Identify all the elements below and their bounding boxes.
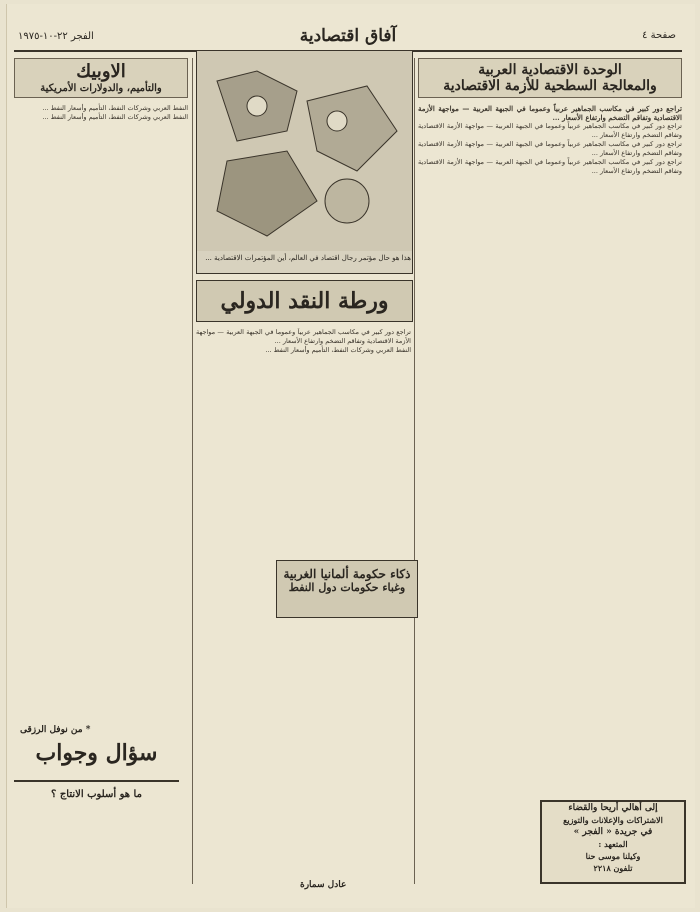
page-header [14,26,682,52]
article-headline-box: ذكاء حكومة ألمانيا الغربية وغباء حكومات دول النفط [276,560,418,618]
column-rule [192,58,193,884]
page-number: صفحة ٤ [642,30,676,41]
right-headline: الوحدة الاقتصادية العربية والمعالجة السطحية للأزمة الاقتصادية [418,58,682,98]
distribution-ad: إلى أهالي أريحا والقضاء الاشتراكات والإعلانات والتوزيع في جريدة « الفجر » المتعهد : وكيلنا موسى حنا تلفون ٢٢١٨ [540,800,686,884]
qa-subtitle: ما هو أسلوب الانتاج ؟ [51,789,142,800]
byline: عادل سمارة [300,880,347,890]
issue-date: الفجر ٢٢-١٠-١٩٧٥ [18,31,94,42]
middle-body-1: تراجع دور كبير في مكاسب الجماهير عربياً وعموما في الجبهة العربية — مواجهة الأزمة الاقتصادية وتفاقم التضخم وارتفاع الأسعار ... [196,328,411,345]
right-body-1: تراجع دور كبير في مكاسب الجماهير عربياً وعموما في الجبهة العربية — مواجهة الأزمة الاقتصادية وتفاقم التضخم وارتفاع الأسعار ... [418,122,682,140]
column-rule [414,58,415,884]
right-intro: تراجع دور كبير في مكاسب الجماهير عربياً وعموما في الجبهة العربية — مواجهة الأزمة الاقتصادية وتفاقم التضخم وارتفاع الأسعار ... [418,104,682,123]
editorial-cartoon [196,50,413,274]
right-body-2: تراجع دور كبير في مكاسب الجماهير عربياً وعموما في الجبهة العربية — مواجهة الأزمة الاقتصادية وتفاقم التضخم وارتفاع الأسعار ... [418,140,682,158]
left-body-2: النفط العربي وشركات النفط، التأميم وأسعار النفط ... [42,113,188,122]
banner-imf: ورطة النقد الدولي [196,280,413,322]
section-title: آفاق اقتصادية [299,26,397,46]
left-headline: الاوبيك والتأميم، والدولارات الأمريكية [14,58,188,98]
right-body-3: تراجع دور كبير في مكاسب الجماهير عربياً وعموما في الجبهة العربية — مواجهة الأزمة الاقتصادية وتفاقم التضخم وارتفاع الأسعار ... [418,158,682,176]
right-column [418,58,682,884]
cartoon-drawing [197,51,412,251]
left-body: النفط العربي وشركات النفط، التأميم وأسعار النفط ... [42,104,188,113]
cartoon-caption: هذا هو حال مؤتمر رجال اقتصاد في العالم، أين المؤتمرات الاقتصادية ... [205,254,411,262]
qa-title: سؤال وجواب [14,740,179,782]
qa-byline: * من نوفل الرزقى [20,725,91,735]
middle-body-2: النفط العربي وشركات النفط، التأميم وأسعار النفط ... [265,346,411,354]
